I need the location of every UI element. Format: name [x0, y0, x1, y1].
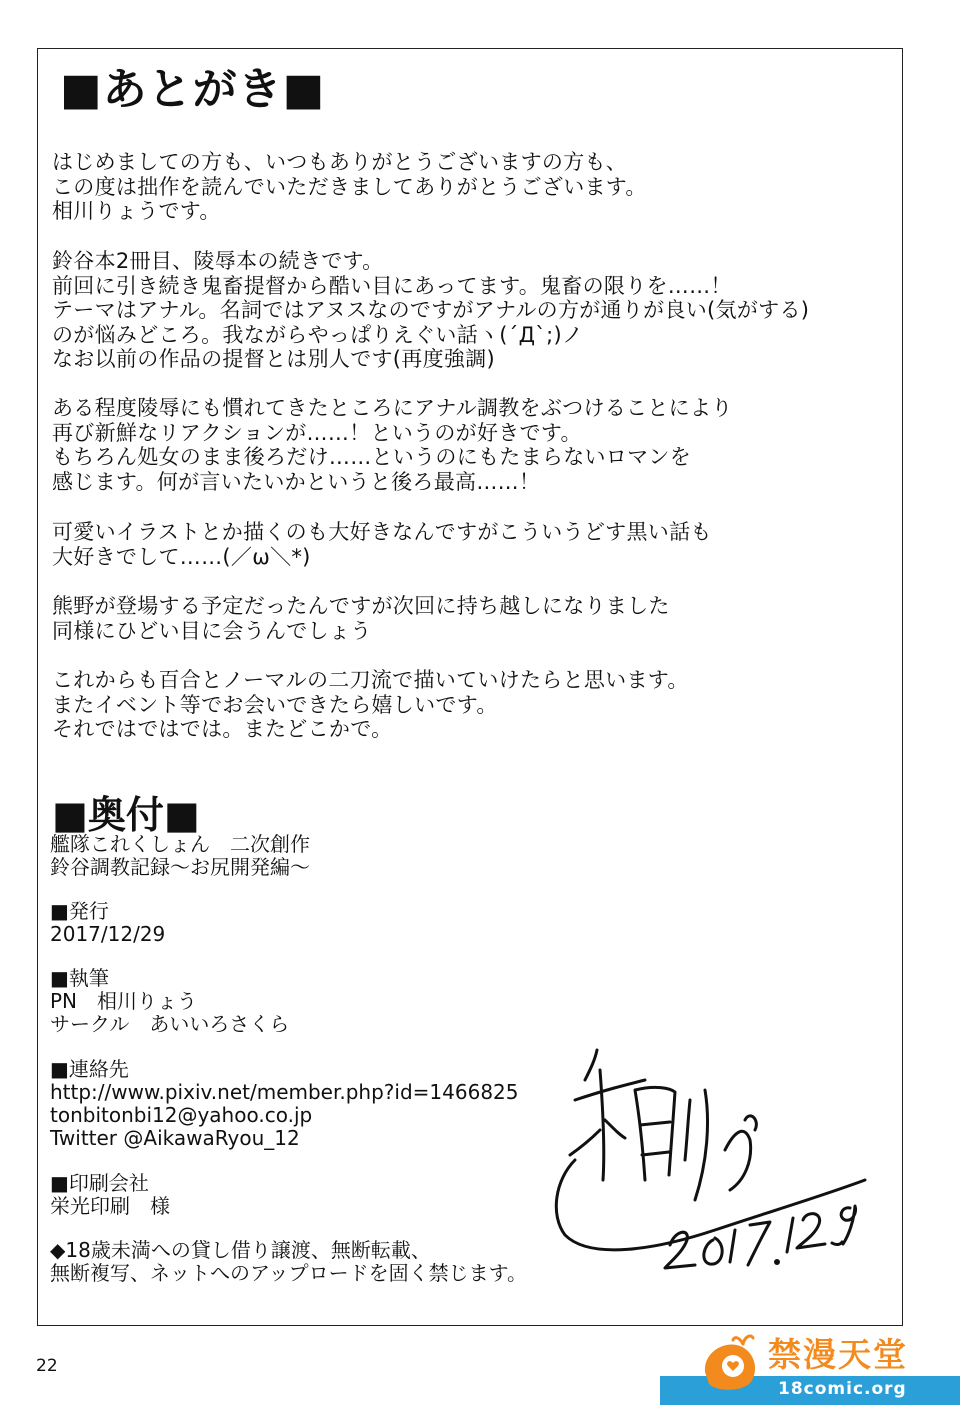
colophon-notice	[50, 1239, 527, 1285]
afterword-line: 可愛いイラストとか描くのも大好きなんですがこういうどす黒い話も	[52, 520, 712, 544]
watermark-url: 18comic.org	[778, 1379, 907, 1399]
colophon-author	[50, 967, 289, 1036]
colophon-printer	[50, 1172, 170, 1218]
afterword-line: テーマはアナル。名詞ではアヌスなのですがアナルの方が通りが良い(気がする)	[52, 298, 810, 322]
afterword-paragraph-2	[52, 249, 809, 372]
afterword-line: ある程度陵辱にも慣れてきたところにアナル調教をぶつけることにより	[52, 396, 733, 420]
afterword-line: これからも百合とノーマルの二刀流で描いていけたらと思います。	[52, 668, 689, 692]
afterword-title: ■あとがき■	[60, 64, 326, 115]
author-heading: ■執筆	[50, 966, 109, 990]
afterword-line: 前回に引き続き鬼畜提督から酷い目にあってます。鬼畜の限りを……！	[52, 273, 732, 298]
contact-email: tonbitonbi12@yahoo.co.jp	[50, 1103, 313, 1127]
work-title-line: 鈴谷調教記録～お尻開発編～	[50, 855, 310, 879]
author-line: サークル あいいろさくら	[50, 1012, 290, 1036]
whale-mascot-icon	[695, 1332, 765, 1398]
printer-name: 栄光印刷 様	[50, 1194, 170, 1218]
afterword-line: またイベント等でお会いできたら嬉しいです。	[52, 692, 498, 717]
afterword-paragraph-1	[52, 150, 647, 224]
published-heading: ■発行	[50, 899, 109, 923]
page-number: 22	[36, 1356, 58, 1376]
colophon-contact	[50, 1058, 519, 1150]
afterword-line: はじめましての方も、いつもありがとうございますの方も、	[52, 150, 628, 174]
work-title-line: 艦隊これくしょん 二次創作	[50, 832, 310, 856]
afterword-line: なお以前の作品の提督とは別人です(再度強調)	[52, 347, 495, 371]
afterword-line: それではではでは。またどこかで。	[52, 717, 393, 741]
watermark-text: 禁漫天堂	[768, 1335, 908, 1374]
author-line: PN 相川りょう	[50, 989, 198, 1013]
site-watermark	[660, 1328, 960, 1405]
handwritten-signature	[545, 1030, 895, 1290]
afterword-paragraph-6	[52, 668, 689, 742]
afterword-line: この度は拙作を読んでいただきましてありがとうございます。	[52, 174, 647, 199]
afterword-line: もちろん処女のまま後ろだけ……というのにもたまらないロマンを	[52, 445, 691, 469]
afterword-line: 鈴谷本2冊目、陵辱本の続きです。	[52, 249, 384, 273]
printer-heading: ■印刷会社	[50, 1171, 149, 1195]
contact-heading: ■連絡先	[50, 1057, 129, 1081]
afterword-line: 相川りょうです。	[52, 199, 221, 223]
notice-line: 無断複写、ネットへのアップロードを固く禁じます。	[50, 1261, 527, 1285]
afterword-line: のが悩みどころ。我ながらやっぱりえぐい話ヽ(´Д`;)ノ	[52, 322, 584, 347]
afterword-line: 同様にひどい目に会うんでしょう	[52, 618, 372, 643]
published-date: 2017/12/29	[50, 922, 166, 946]
afterword-paragraph-4	[52, 520, 712, 569]
colophon-work	[50, 833, 310, 879]
contact-twitter: Twitter @AikawaRyou_12	[50, 1126, 300, 1150]
afterword-line: 再び新鮮なリアクションが……！というのが好きです。	[52, 420, 582, 445]
afterword-line: 熊野が登場する予定だったんですが次回に持ち越しになりました	[52, 594, 670, 618]
contact-url: http://www.pixiv.net/member.php?id=1466825	[50, 1080, 519, 1104]
colophon-title: ■奥付■	[52, 793, 200, 837]
afterword-paragraph-3	[52, 396, 733, 494]
notice-line: ◆18歳未満への貸し借り譲渡、無断転載、	[50, 1238, 431, 1262]
afterword-line: 大好きでして……(／ω＼*)	[52, 544, 311, 569]
afterword-line: 感じます。何が言いたいかというと後ろ最高……！	[52, 469, 541, 494]
afterword-paragraph-5	[52, 594, 670, 643]
colophon-published	[50, 900, 165, 946]
